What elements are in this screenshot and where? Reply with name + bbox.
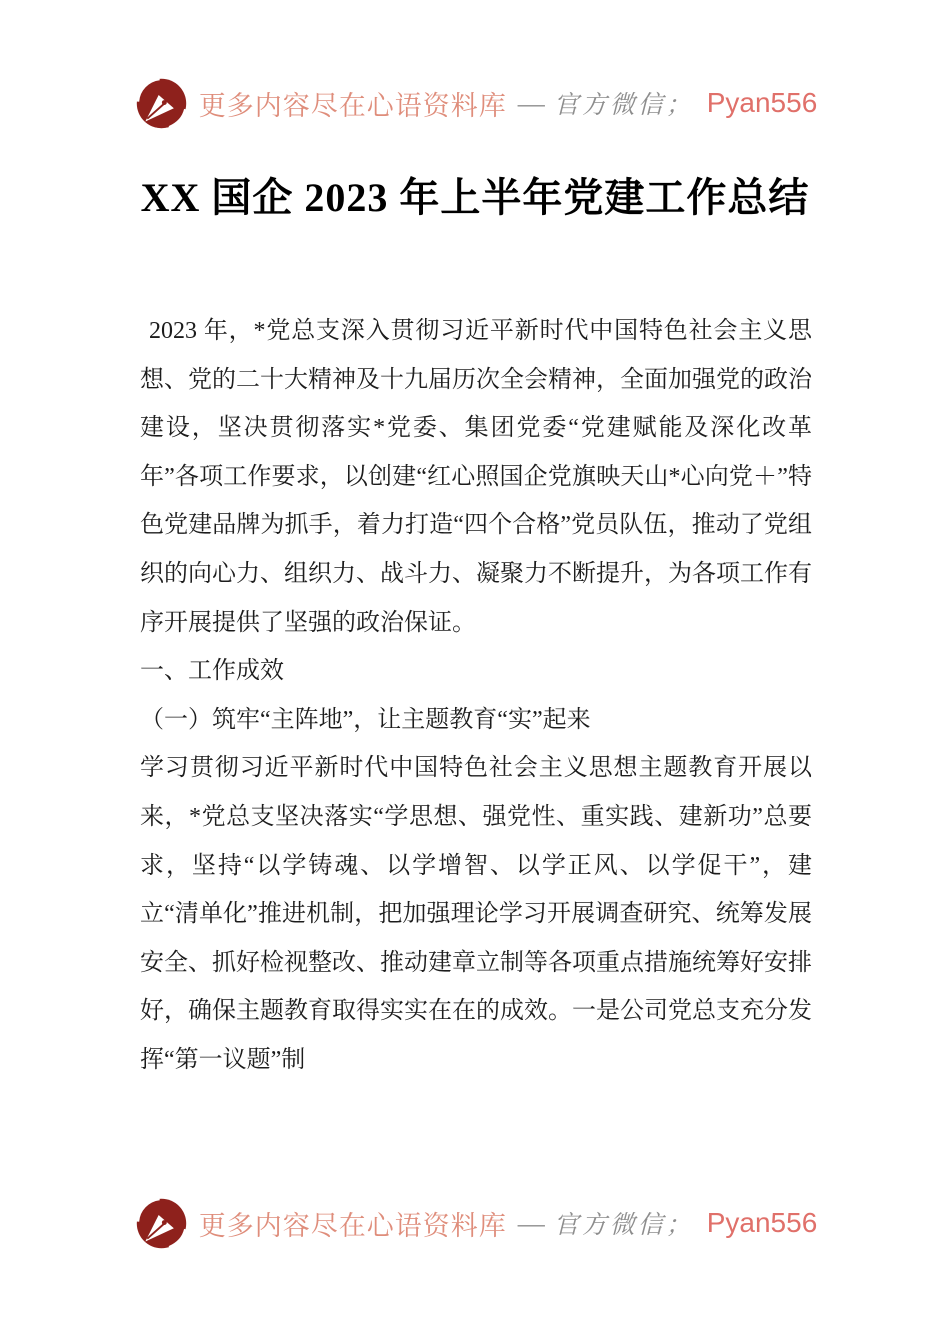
- document-body: [140, 307, 812, 1085]
- brand-site-text: 更多内容尽在心语资料库: [198, 1210, 507, 1241]
- document-title: XX 国企 2023 年上半年党建工作总结: [140, 175, 810, 220]
- section-heading-work-results: 一、工作成效: [140, 658, 284, 685]
- brand-wechat-id: Pyan556: [706, 1207, 818, 1238]
- brand-wechat-id: Pyan556: [706, 87, 818, 118]
- footer-brand-bar: [0, 1192, 950, 1254]
- brand-separator: —: [517, 87, 545, 118]
- opening-paragraph: 2023 年，*党总支深入贯彻习近平新时代中国特色社会主义思想、党的二十大精神及十九届历次全会精神，全面加强党的政治建设，坚决贯彻落实*党委、集团党委“党建赋能及深化改革年”各项工作要求，以创建“红心照国企党旗映天山*心向党＋”特色党建品牌为抓手，着力打造“四个合格”党员队伍，推动了党组织的向心力、组织力、战斗力、凝聚力不断提升，为各项工作有序开展提供了坚强的政治保证。: [140, 318, 812, 636]
- brand-site-text: 更多内容尽在心语资料库: [198, 90, 507, 121]
- brand-wechat-label: 官方微信；: [553, 92, 694, 119]
- pen-swirl-logo-icon: [133, 75, 190, 132]
- subsection-heading-theme-education: （一）筑牢“主阵地”，让主题教育“实”起来: [140, 706, 591, 733]
- brand-separator: —: [517, 1207, 545, 1238]
- pen-swirl-logo-icon: [133, 1195, 190, 1252]
- brand-wechat-label: 官方微信；: [553, 1212, 694, 1239]
- body-paragraph-theme-education: 学习贯彻习近平新时代中国特色社会主义思想主题教育开展以来，*党总支坚决落实“学思想、强党性、重实践、建新功”总要求，坚持“以学铸魂、以学增智、以学正风、以学促干”，建立“清单化”推进机制，把加强理论学习开展调查研究、统筹发展安全、抓好检视整改、推动建章立制等各项重点措施统筹好安排好，确保主题教育取得实实在在的成效。一是公司党总支充分发挥“第一议题”制: [140, 755, 812, 1073]
- header-brand-bar: [0, 72, 950, 134]
